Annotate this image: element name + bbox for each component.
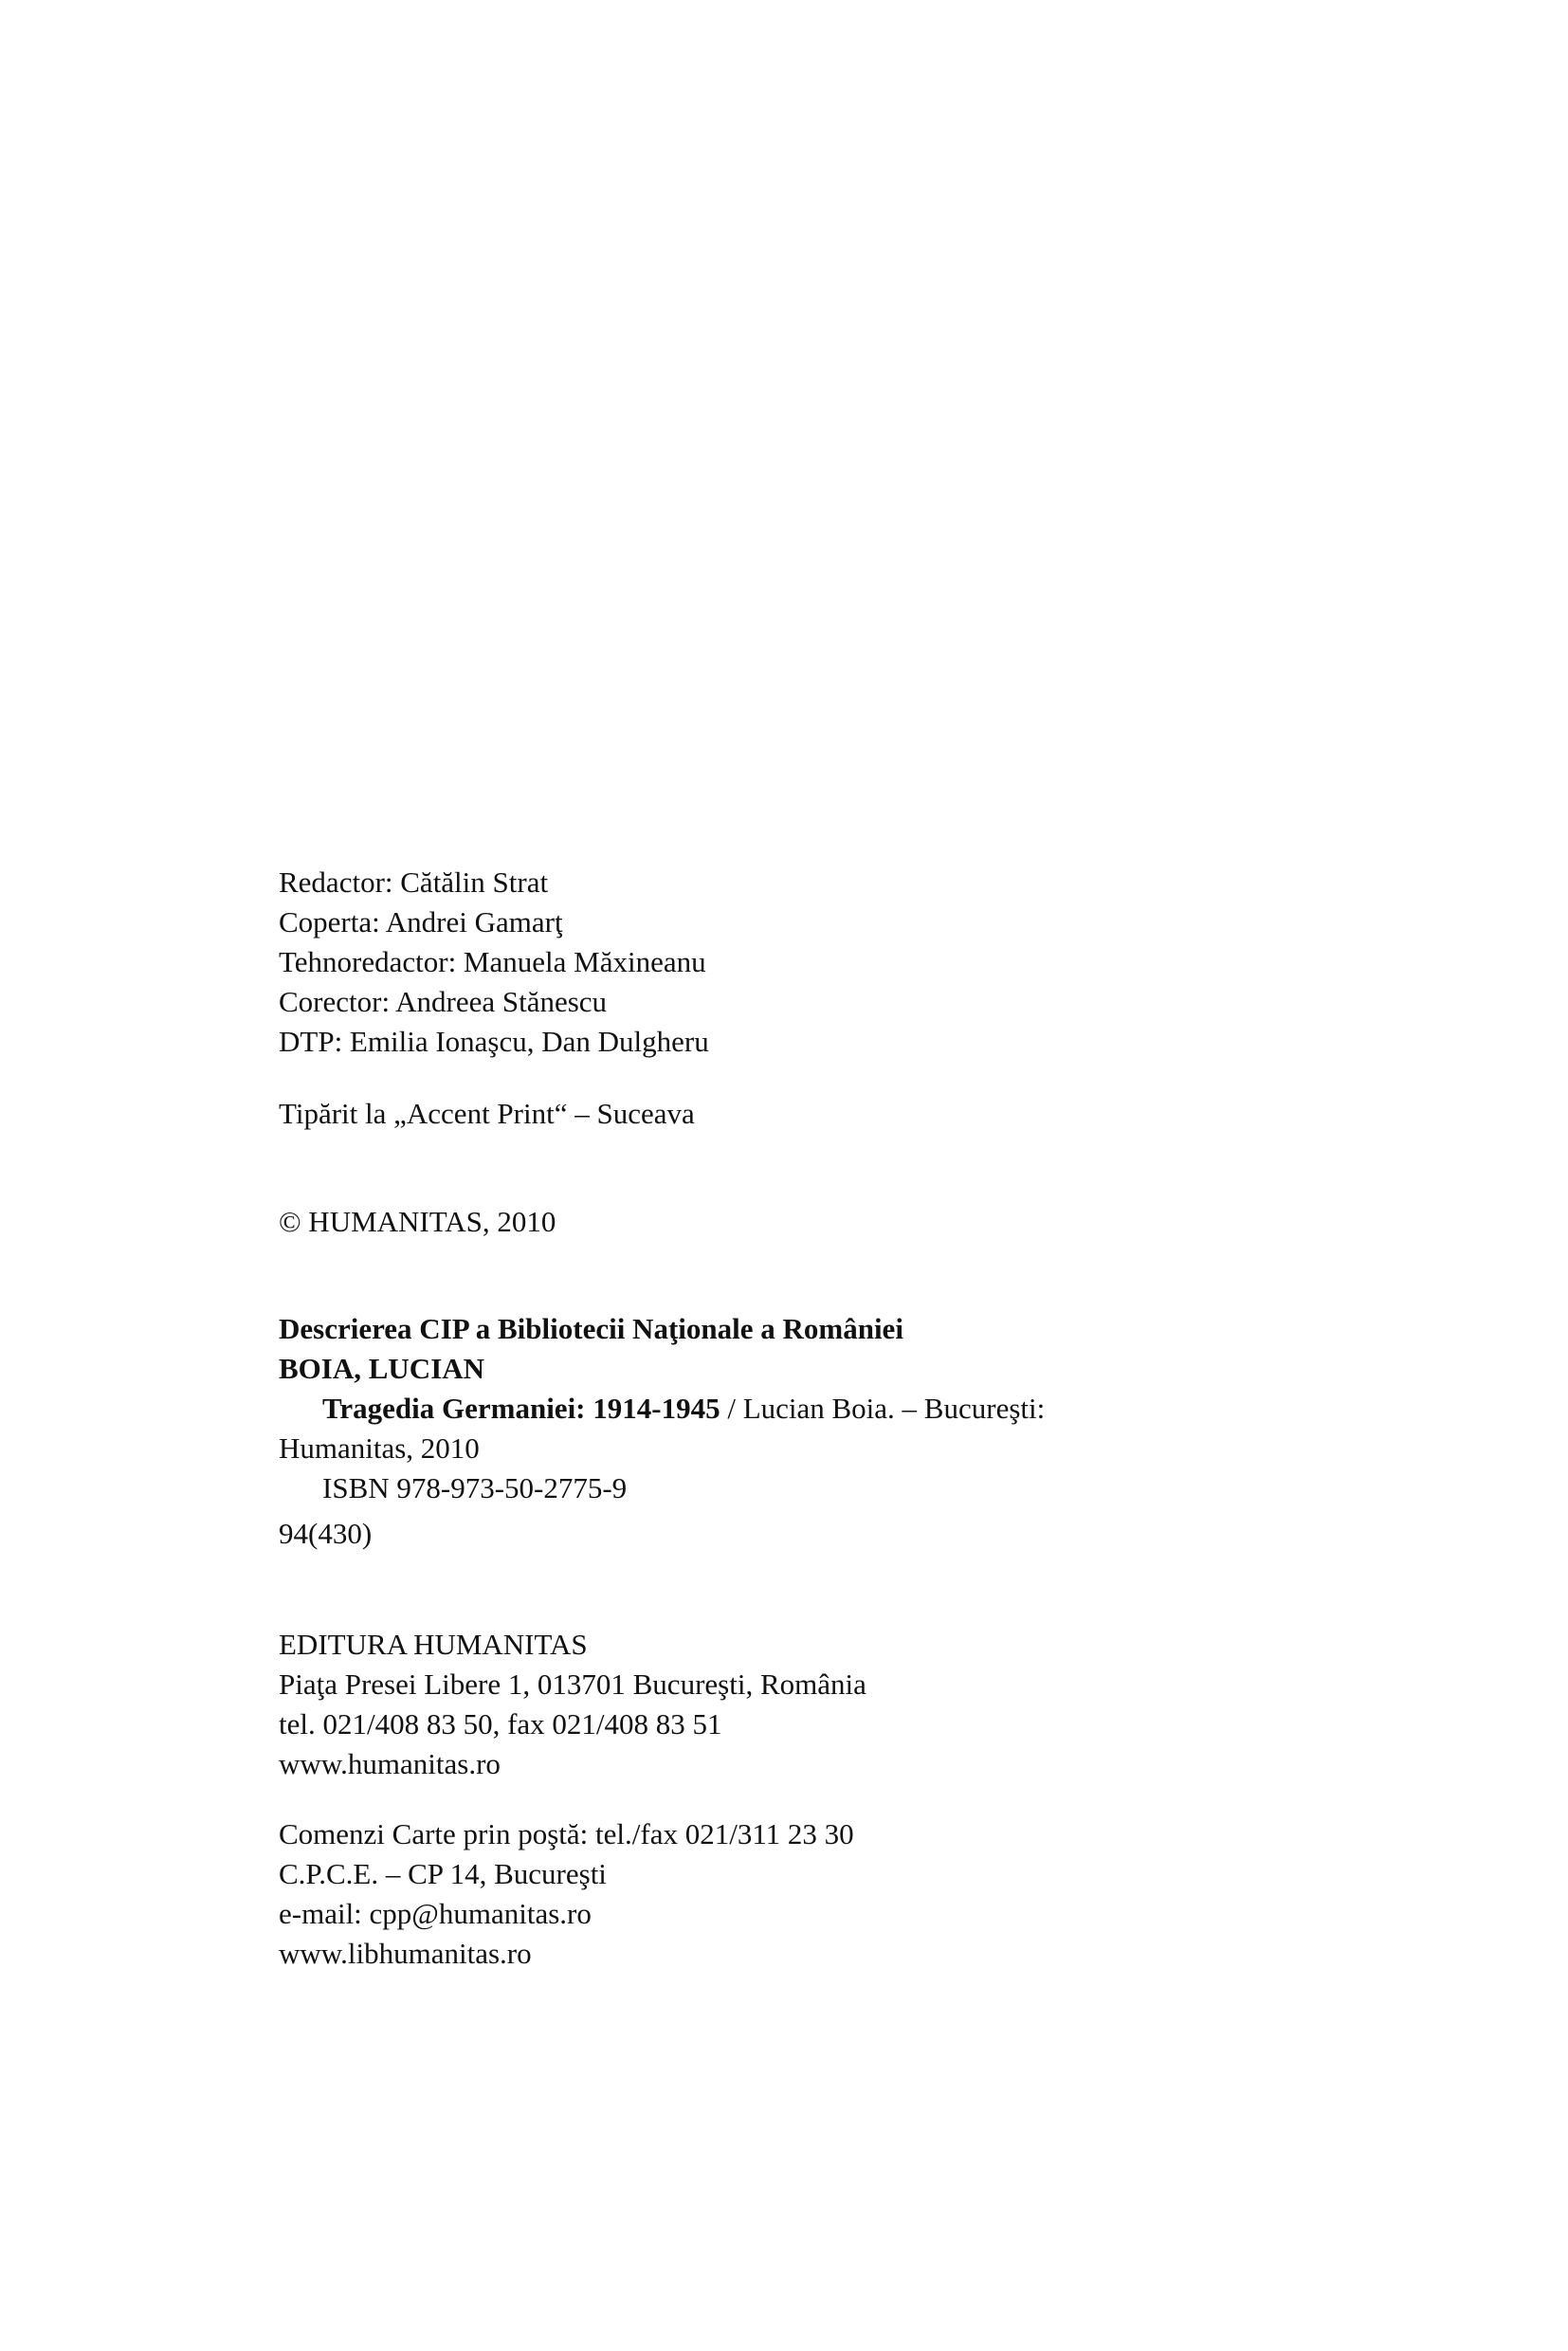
publisher-phone: tel. 021/408 83 50, fax 021/408 83 51 [279, 1707, 722, 1740]
credit-dtp: DTP: Emilia Ionaşcu, Dan Dulgheru [279, 1025, 709, 1058]
cip-publication: Humanitas, 2010 [279, 1431, 480, 1465]
printer-block [279, 1094, 1322, 1134]
cip-heading: Descrierea CIP a Bibliotecii Naţionale a României [279, 1312, 903, 1345]
cip-title-line [279, 1389, 1322, 1429]
credits-block [279, 863, 1322, 1062]
copyright-block [279, 1202, 1322, 1242]
orders-email[interactable]: e-mail: cpp@humanitas.ro [279, 1897, 592, 1930]
credit-cover: Coperta: Andrei Gamarţ [279, 905, 563, 939]
credit-editor: Redactor: Cătălin Strat [279, 866, 549, 899]
cip-isbn: ISBN 978-973-50-2775-9 [322, 1471, 628, 1504]
publisher-website[interactable]: www.humanitas.ro [279, 1747, 501, 1780]
orders-postal-box: C.P.C.E. – CP 14, Bucureşti [279, 1857, 607, 1890]
cip-record [279, 1309, 1322, 1554]
cip-udc: 94(430) [279, 1517, 373, 1550]
publisher-name: EDITURA HUMANITAS [279, 1628, 588, 1661]
credit-typesetter: Tehnoredactor: Manuela Măxineanu [279, 945, 706, 978]
orders-phone: Comenzi Carte prin poştă: tel./fax 021/311 23 30 [279, 1817, 854, 1850]
publisher-address: Piaţa Presei Libere 1, 013701 Bucureşti, România [279, 1668, 866, 1701]
publisher-block [279, 1625, 1322, 1784]
copyright-line: © HUMANITAS, 2010 [279, 1205, 556, 1238]
cip-author: BOIA, LUCIAN [279, 1352, 485, 1385]
cip-title: Tragedia Germaniei: 1914-1945 [322, 1392, 720, 1425]
printer-line: Tipărit la „Accent Print“ – Suceava [279, 1097, 695, 1130]
cip-responsibility: / Lucian Boia. – Bucureşti: [720, 1392, 1046, 1425]
credit-proofreader: Corector: Andreea Stănescu [279, 985, 608, 1018]
orders-block [279, 1814, 1322, 1974]
orders-website[interactable]: www.libhumanitas.ro [279, 1937, 532, 1970]
